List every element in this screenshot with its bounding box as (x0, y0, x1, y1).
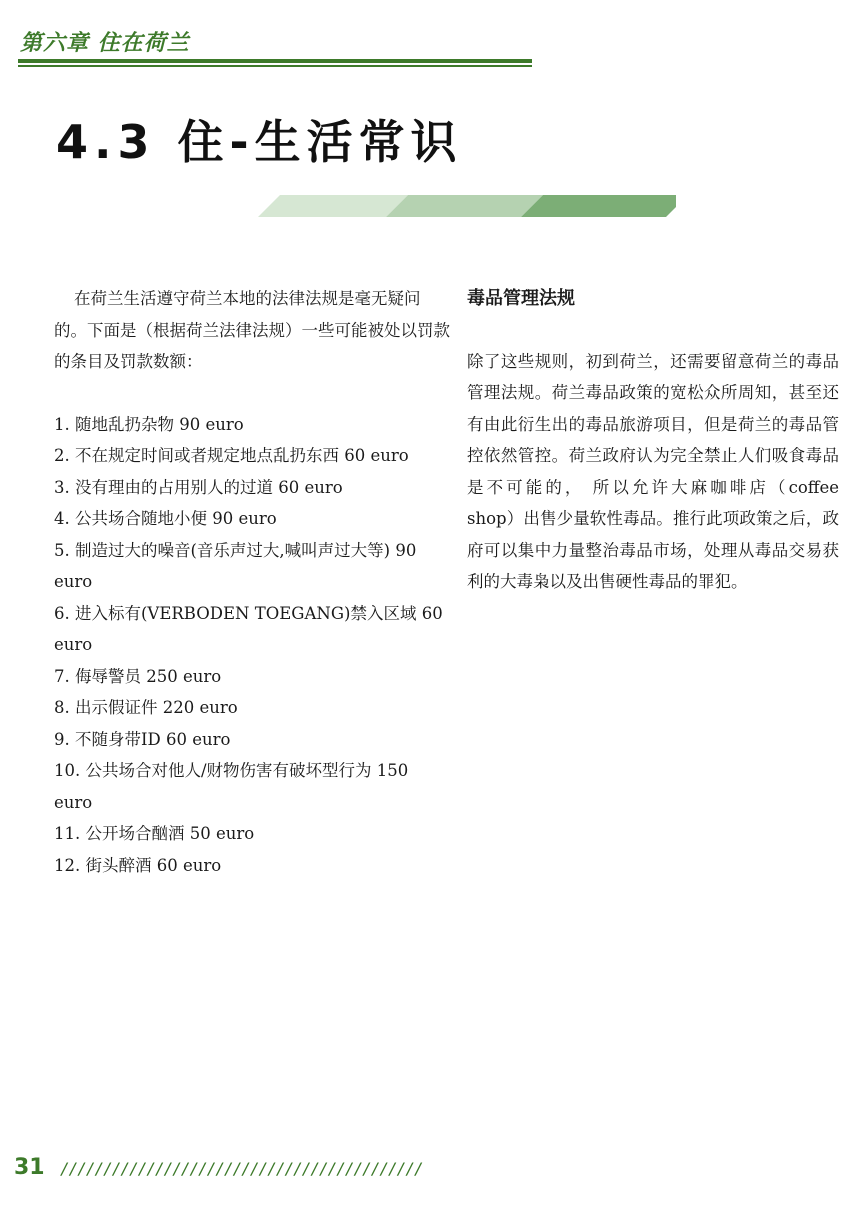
list-item: 6. 进入标有(VERBODEN TOEGANG)禁入区域 60 euro (54, 603, 443, 654)
section-title: 4.3 住-生活常识 (56, 115, 463, 169)
right-column (467, 283, 839, 598)
list-item: 9. 不随身带ID 60 euro (54, 729, 231, 749)
list-item: 11. 公开场合酗酒 50 euro (54, 824, 255, 843)
list-item: 12. 街头醉酒 60 euro (54, 855, 222, 875)
left-column (54, 283, 450, 881)
drug-policy-paragraph: 除了这些规则，初到荷兰，还需要留意荷兰的毒品管理法规。荷兰毒品政策的宽松众所周知，甚至还有由此衍生出的毒品旅游项目，但是荷兰的毒品管控依然管控。荷兰政府认为完全禁止人们吸食毒品是不可能的， 所以允许大麻咖啡店（coffee shop）出售少量软性毒品。推行此项政策之后，政府可以集中力量整治毒品市场，处理从毒品交易获利的大毒枭以及出售硬性毒品的罪犯。 (467, 351, 839, 591)
list-item: 2. 不在规定时间或者规定地点乱扔东西 60 euro (54, 446, 409, 465)
header-rule-thick (18, 59, 532, 63)
deco-segment-dark (521, 195, 676, 217)
header-rule-thin (18, 65, 532, 67)
list-item: 10. 公共场合对他人/财物伤害有破坏型行为 150 euro (54, 761, 409, 812)
fines-list (54, 409, 450, 882)
list-item: 8. 出示假证件 220 euro (54, 698, 238, 717)
decorative-bar (258, 195, 676, 217)
page-number: 31 (14, 1155, 45, 1180)
list-item: 5. 制造过大的噪音(音乐声过大,喊叫声过大等) 90 euro (54, 540, 417, 591)
chapter-header: 第六章 住在荷兰 (20, 31, 190, 56)
list-item: 3. 没有理由的占用别人的过道 60 euro (54, 477, 343, 497)
intro-paragraph: 在荷兰生活遵守荷兰本地的法律法规是毫无疑问的。下面是（根据荷兰法律法规）一些可能被处以罚款的条目及罚款数额： (54, 289, 450, 371)
deco-segment-light (258, 195, 408, 217)
deco-segment-mid (386, 195, 543, 217)
drug-policy-heading: 毒品管理法规 (467, 288, 575, 309)
list-item: 7. 侮辱警员 250 euro (54, 666, 222, 686)
list-item: 1. 随地乱扔杂物 90 euro (54, 414, 244, 434)
list-item: 4. 公共场合随地小便 90 euro (54, 509, 277, 528)
footer-decoration: ////////////////////////////////////////// (60, 1159, 423, 1178)
